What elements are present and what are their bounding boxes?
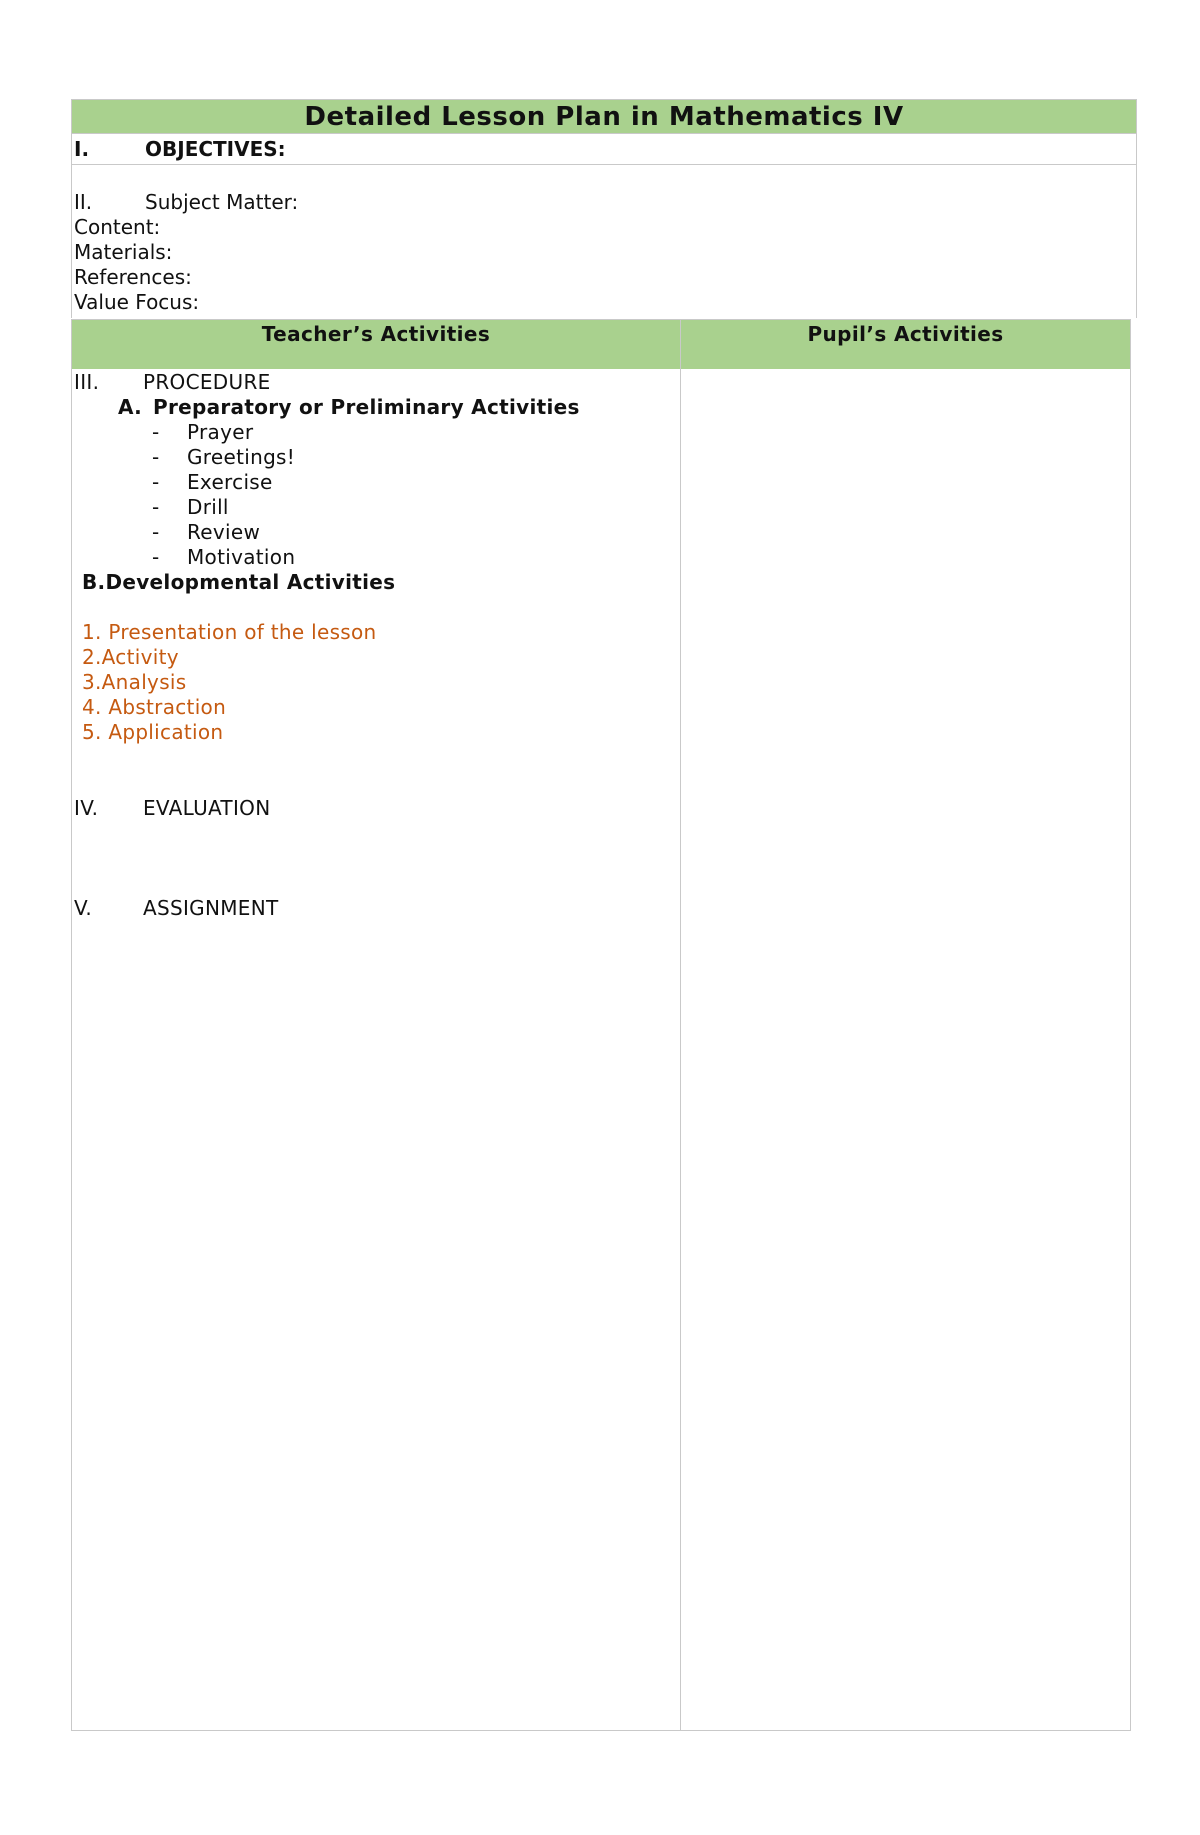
subject-matter-number: II. [74, 190, 93, 214]
developmental-item-presentation: 1. Presentation of the lesson [82, 620, 377, 644]
evaluation-number: IV. [74, 796, 99, 820]
assignment-number: V. [74, 896, 93, 920]
developmental-label: B.Developmental Activities [82, 570, 396, 594]
pupil-activities-header [681, 320, 1130, 369]
assignment-label: ASSIGNMENT [143, 896, 279, 920]
references-label: References: [74, 265, 192, 289]
pupil-activities-label: Pupil’s Activities [807, 322, 1004, 346]
bullet-dash: - [152, 495, 160, 519]
bullet-dash: - [152, 470, 160, 494]
bullet-dash: - [152, 520, 160, 544]
list-item-review: Review [187, 520, 261, 544]
list-item-prayer: Prayer [187, 420, 254, 444]
bullet-dash: - [152, 420, 160, 444]
developmental-item-activity: 2.Activity [82, 645, 179, 669]
developmental-item-abstraction: 4. Abstraction [82, 695, 227, 719]
preparatory-label: Preparatory or Preliminary Activities [153, 395, 580, 419]
developmental-item-application: 5. Application [82, 720, 224, 744]
title-bar [71, 99, 1137, 134]
preparatory-letter: A. [118, 395, 143, 419]
teacher-activities-label: Teacher’s Activities [261, 322, 491, 346]
objectives-number: I. [74, 137, 90, 161]
list-item-drill: Drill [187, 495, 229, 519]
list-item-exercise: Exercise [187, 470, 273, 494]
objectives-label: OBJECTIVES: [145, 137, 286, 161]
column-divider [680, 369, 681, 1730]
bullet-dash: - [152, 545, 160, 569]
developmental-item-analysis: 3.Analysis [82, 670, 187, 694]
teacher-activities-header [72, 320, 681, 369]
procedure-label: PROCEDURE [143, 370, 271, 394]
list-item-greetings: Greetings! [187, 445, 296, 469]
activities-table [71, 319, 1131, 1731]
subject-matter-block [71, 165, 1137, 318]
evaluation-label: EVALUATION [143, 796, 271, 820]
procedure-number: III. [74, 370, 100, 394]
materials-label: Materials: [74, 240, 173, 264]
document-title: Detailed Lesson Plan in Mathematics IV [304, 101, 904, 132]
content-label: Content: [74, 215, 161, 239]
value-focus-label: Value Focus: [74, 290, 200, 314]
subject-matter-label: Subject Matter: [145, 190, 299, 214]
objectives-row [71, 133, 1137, 165]
bullet-dash: - [152, 445, 160, 469]
list-item-motivation: Motivation [187, 545, 296, 569]
